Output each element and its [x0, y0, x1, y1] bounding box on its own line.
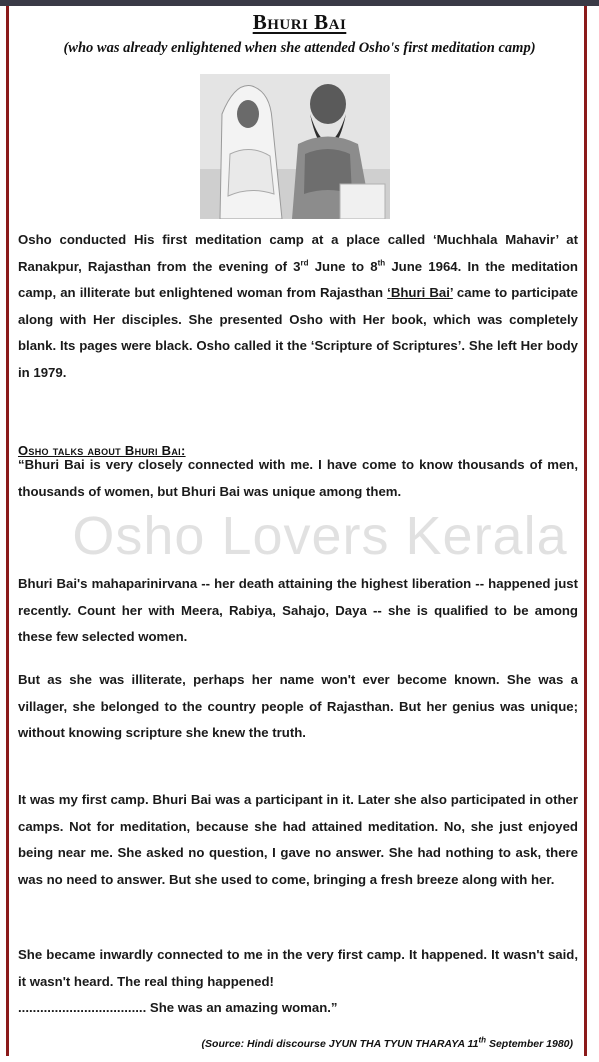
section-heading: Osho talks about Bhuri Bai: — [18, 443, 186, 458]
quote-paragraph-1: “Bhuri Bai is very closely connected with me. I have come to know thousands of men, thousands of women, but Bhuri Bai was unique among them. — [18, 457, 578, 499]
intro-paragraph: Osho conducted His first meditation camp at a place called ‘Muchhala Mahavir’ at Ranakpur, Rajasthan from the evening of 3rd June to 8th June 1964. In the meditation camp, an illiterate but enlightened woman from Rajasthan ‘Bhuri Bai’ came to participate along with Her disciples. She presented Osho with Her book, which was completely blank. Its pages were black. Osho called it the ‘Scripture of Scriptures’. She left Her body in 1979. — [18, 232, 579, 380]
quote-paragraph-2: Bhuri Bai's mahaparinirvana -- her death attaining the highest liberation -- happened just recently. Count her with Meera, Rabiya, Sahajo, Daya -- she is qualified to be among these few selected women. — [18, 576, 578, 644]
quote-paragraph-3: But as she was illiterate, perhaps her name won't ever become known. She was a villager, she belonged to the country people of Rajasthan. But her genius was unique; without knowing scripture she knew the truth. — [18, 672, 578, 740]
page-subtitle: (who was already enlightened when she attended Osho's first meditation camp) — [63, 40, 536, 56]
source-citation: (Source: Hindi discourse JYUN THA TYUN THARAYA 11th September 1980) — [201, 1035, 573, 1050]
quote-paragraph-4: It was my first camp. Bhuri Bai was a participant in it. Later she also participated in other camps. Not for meditation, because she had attained meditation. No, she just enjoyed being near me. She asked no question, I gave no answer. She had nothing to ask, there was no need to answer. But she used to come, bringing a fresh breeze along with her. — [18, 792, 578, 887]
page-title: Bhuri Bai — [252, 10, 347, 34]
name-bhuri-bai-link: ‘Bhuri Bai’ — [387, 285, 453, 300]
watermark: Osho Lovers Kerala — [72, 506, 568, 566]
quote-paragraph-5: She became inwardly connected to me in the very first camp. It happened. It wasn't said, it wasn't heard. The real thing happened! ................................... She was an amazing woman.” — [18, 942, 578, 1022]
photo-osho-and-bhuri-bai — [200, 74, 390, 219]
photo-image — [200, 74, 390, 219]
closing-line: ................................... She was an amazing woman.” — [18, 1000, 338, 1015]
